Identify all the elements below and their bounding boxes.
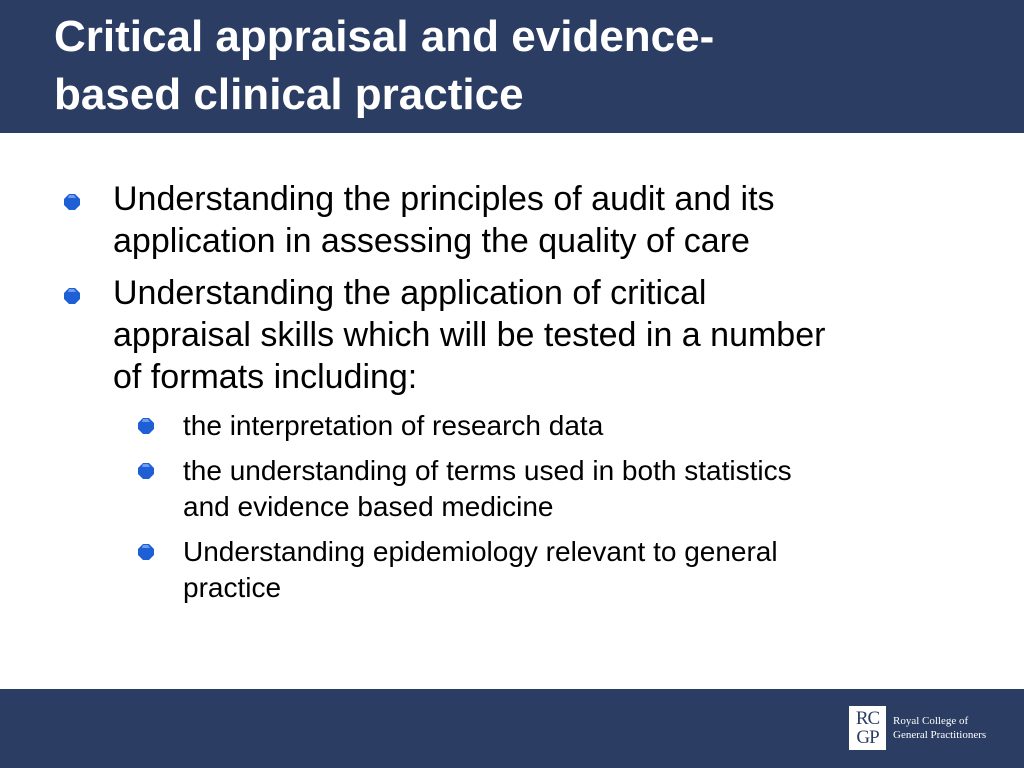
bullet-text-line: of formats including:	[113, 358, 418, 396]
title-bar	[0, 0, 1024, 133]
bullet-text-line: Understanding the principles of audit and its	[113, 180, 775, 218]
rcgp-logo	[849, 706, 986, 750]
bullet-icon	[64, 194, 80, 210]
sub-bullet-item-terms	[0, 453, 943, 525]
bullet-text-line: application in assessing the quality of care	[113, 222, 750, 260]
logo-text-line-1: Royal College of	[893, 715, 969, 727]
sub-bullet-item-research-data	[0, 408, 943, 444]
sub-bullet-text-line: the understanding of terms used in both statistics	[183, 455, 792, 486]
logo-letters-top: RC	[855, 708, 880, 729]
footer-bar	[0, 689, 1024, 768]
sub-bullet-text-line: and evidence based medicine	[183, 491, 554, 522]
sub-bullet-text-line: Understanding epidemiology relevant to general	[183, 536, 778, 567]
bullet-text-line: appraisal skills which will be tested in a number	[113, 316, 826, 354]
bullet-icon	[64, 288, 80, 304]
bullet-icon	[138, 418, 154, 434]
bullet-item-critical-appraisal	[0, 272, 953, 398]
logo-wordmark	[893, 714, 986, 742]
sub-bullet-text-line: the interpretation of research data	[183, 410, 604, 441]
rcgp-logo-mark	[849, 706, 886, 750]
bullet-text-line: Understanding the application of critical	[113, 274, 707, 312]
sub-bullet-item-epidemiology	[0, 534, 943, 606]
title-line-1: Critical appraisal and evidence-	[54, 12, 715, 61]
logo-letters-bottom: GP	[856, 727, 879, 748]
sub-bullet-list	[0, 408, 1024, 606]
logo-text-line-2: General Practitioners	[893, 729, 987, 741]
bullet-icon	[138, 463, 154, 479]
bullet-item-audit	[0, 178, 953, 262]
sub-bullet-text-line: practice	[183, 572, 282, 603]
title-line-2: based clinical practice	[54, 70, 524, 119]
slide-body	[0, 178, 1024, 615]
bullet-icon	[138, 544, 154, 560]
slide-title	[54, 8, 954, 124]
